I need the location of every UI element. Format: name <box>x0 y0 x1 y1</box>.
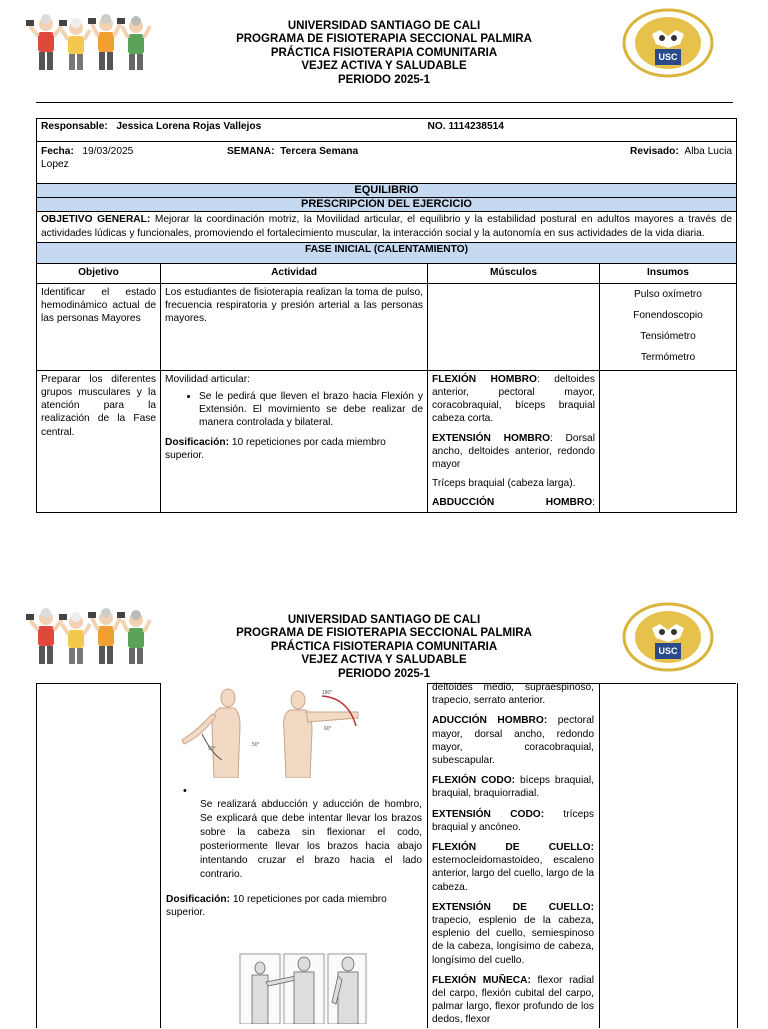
row1-objetivo: Identificar el estado hemodinámico actual de las personas Mayores <box>37 283 161 370</box>
semana-label: SEMANA: <box>227 146 275 157</box>
musculo-label: EXTENSIÓN HOMBRO <box>432 432 550 444</box>
musculo-text: flexor radial del carpo, flexión cubital del carpo, palmar largo, flexor profundo de los dedos, flexor <box>432 974 594 1026</box>
musculo-text: esternocleidomastoideo, escaleno anterior, largo del cuello, largo de la cabeza. <box>432 855 594 893</box>
row2-objetivo: Preparar los diferentes grupos musculares y la atención para la realización de la Fase central. <box>37 370 161 512</box>
col-musculos: Músculos <box>428 263 600 283</box>
header-line-practice: PRÁCTICA FISIOTERAPIA COMUNITARIA <box>270 46 498 59</box>
bullet-empty: • <box>183 785 187 797</box>
header-line-practice: PRÁCTICA FISIOTERAPIA COMUNITARIA <box>270 640 498 653</box>
row1-actividad: Los estudiantes de fisioterapia realizan la toma de pulso, frecuencia respiratoria y presión arterial a las personas mayores. <box>161 283 428 370</box>
header-line-course: VEJEZ ACTIVA Y SALUDABLE <box>301 60 467 73</box>
row2-insumos <box>600 370 737 512</box>
page2-col-divider <box>599 683 600 1028</box>
musculo-label: EXTENSIÓN CODO: <box>432 808 545 820</box>
seal-text: USC <box>658 52 678 62</box>
header-line-program: PROGRAMA DE FISIOTERAPIA SECCIONAL PALMIRA <box>236 627 532 640</box>
dosificacion-text: 10 repeticiones por cada miembro superior. <box>166 894 387 919</box>
responsable-value: Jessica Lorena Rojas Vallejos <box>116 121 262 132</box>
section-equilibrio: EQUILIBRIO <box>37 184 737 198</box>
responsable-label: Responsable: <box>41 121 108 132</box>
musculo-label: FLEXIÓN DE CUELLO: <box>432 842 594 854</box>
semana-value: Tercera Semana <box>280 146 359 157</box>
musculo-label: EXTENSIÓN DE CUELLO: <box>432 901 594 913</box>
header-line-period: PERIODO 2025-1 <box>337 667 431 680</box>
header-divider <box>36 102 733 103</box>
document-header-page2 <box>200 614 568 681</box>
page2-musculos <box>432 681 594 1027</box>
dosificacion-label: Dosificación: <box>165 436 229 448</box>
col-insumos: Insumos <box>600 263 737 283</box>
angle-label: 60° <box>324 726 332 732</box>
elderly-figure-1 <box>26 14 67 70</box>
fecha-label: Fecha: <box>41 146 74 157</box>
fecha-row <box>37 142 737 184</box>
insumo-item: Fonendoscopio <box>633 309 703 321</box>
revisado-value: Alba Lucia <box>684 146 732 157</box>
angle-label: 90° <box>208 746 216 752</box>
elderly-figure-1 <box>26 608 67 664</box>
musculo-text: : deltoides anterior, pectoral mayor, coracobraquial, bíceps braquial cabeza corta. <box>432 373 595 425</box>
table-row <box>37 283 737 370</box>
musculo-label: FLEXIÓN HOMBRO <box>432 373 537 385</box>
elderly-exercise-logo <box>26 602 156 672</box>
section-fase-inicial: FASE INICIAL (CALENTAMIENTO) <box>37 242 737 263</box>
musculo-text-cont: deltoides medio, supraespinoso, trapecio, serrato anterior. <box>432 682 594 707</box>
table-row <box>37 370 737 512</box>
header-line-course: VEJEZ ACTIVA Y SALUDABLE <box>301 654 467 667</box>
elderly-figure-4 <box>122 610 150 664</box>
musculo-text: : <box>592 497 595 509</box>
seal-text: USC <box>658 646 678 656</box>
musculo-text: pectoral mayor, dorsal ancho, redondo mayor, coracobraquial, subescapular. <box>432 715 595 767</box>
usc-seal-logo <box>622 602 714 672</box>
objetivo-general-row <box>37 212 737 242</box>
objetivo-general-text: Mejorar la coordinación motriz, la Movilidad articular, el equilibrio y la estabilidad postural en adultos mayores a través de actividades lúdicas y funcionales, promoviendo el fortalecimiento muscular, la interacción social y la autonomía en sus actividades de la vida diaria. <box>41 214 733 239</box>
col-objetivo: Objetivo <box>37 263 161 283</box>
row2-actividad-intro: Movilidad articular: <box>165 373 250 385</box>
section-prescripcion: PRESCRIPCIÓN DEL EJERCICIO <box>37 198 737 212</box>
shoulder-exercise-photos <box>238 952 368 1024</box>
page2-top-border <box>36 683 161 684</box>
page2-col-divider <box>160 683 161 1028</box>
musculo-text: trapecio, esplenio de la cabeza, esplenio del cuello, semiespinoso de la cabeza, longísimo de cabeza, longísimo del cuello. <box>432 915 594 966</box>
body-figure-right <box>284 691 358 778</box>
page2-dosificacion <box>166 893 421 919</box>
header-line-university: UNIVERSIDAD SANTIAGO DE CALI <box>287 614 481 626</box>
elderly-exercise-logo <box>26 8 156 78</box>
page2-actividad-text: Se realizará abducción y aducción de hombro, Se explicará que debe intentar llevar los brazos sobre la cabeza sin flexionar el codo, posteriormente llevar los brazos hacia abajo intentando cruzar el brazo hacia el lado contrario. <box>200 799 422 880</box>
page2-col-divider <box>427 683 428 1028</box>
objetivo-general-label: OBJETIVO GENERAL: <box>41 214 151 226</box>
header-line-period: PERIODO 2025-1 <box>337 73 431 86</box>
column-header-row <box>37 263 737 283</box>
responsable-row <box>37 119 737 142</box>
id-number: NO. 1114238514 <box>427 121 504 132</box>
header-line-university: UNIVERSIDAD SANTIAGO DE CALI <box>287 20 481 32</box>
angle-label: 50° <box>252 742 260 748</box>
revisado-label: Revisado: <box>630 146 679 157</box>
prescription-table <box>36 118 737 513</box>
col-actividad: Actividad <box>161 263 428 283</box>
revisado-value-cont: Lopez <box>41 159 69 171</box>
musculo-label: FLEXIÓN CODO: <box>432 775 516 787</box>
musculo-text: : Dorsal ancho, deltoides anterior, redondo mayor <box>432 432 595 471</box>
shoulder-abduction-figure <box>172 686 362 778</box>
elderly-figure-3 <box>88 608 125 664</box>
musculo-text: tríceps braquial y ancóneo. <box>432 808 594 833</box>
musculo-label: FLEXIÓN MUÑECA: <box>432 974 531 986</box>
row1-musculos <box>428 283 600 370</box>
insumo-item: Termómetro <box>640 351 696 363</box>
document-header <box>200 20 568 87</box>
elderly-figure-4 <box>122 16 150 70</box>
header-line-program: PROGRAMA DE FISIOTERAPIA SECCIONAL PALMIRA <box>236 33 532 46</box>
insumo-item: Tensiómetro <box>640 330 696 342</box>
body-figure-left <box>182 689 240 778</box>
usc-seal-logo <box>622 8 714 78</box>
angle-label: 180° <box>322 690 333 696</box>
musculo-text: bíceps braquial, braquial, braquiorradial. <box>432 775 594 800</box>
musculo-label: ADUCCIÓN HOMBRO: <box>432 715 548 727</box>
dosificacion-label: Dosificación: <box>166 894 230 905</box>
insumo-item: Pulso oxímetro <box>634 288 702 300</box>
elderly-figure-3 <box>88 14 125 70</box>
fecha-value: 19/03/2025 <box>82 146 134 157</box>
musculo-text: Tríceps braquial (cabeza larga). <box>432 478 576 490</box>
dosificacion-text: 10 repeticiones por cada miembro superior. <box>165 436 386 461</box>
musculo-label: ABDUCCIÓN HOMBRO <box>432 497 593 509</box>
row2-actividad-bullet: • Se le pedirá que lleven el brazo hacia Flexión y Extensión. El movimiento se debe realizar de manera controlada y bilateral. <box>199 390 423 430</box>
